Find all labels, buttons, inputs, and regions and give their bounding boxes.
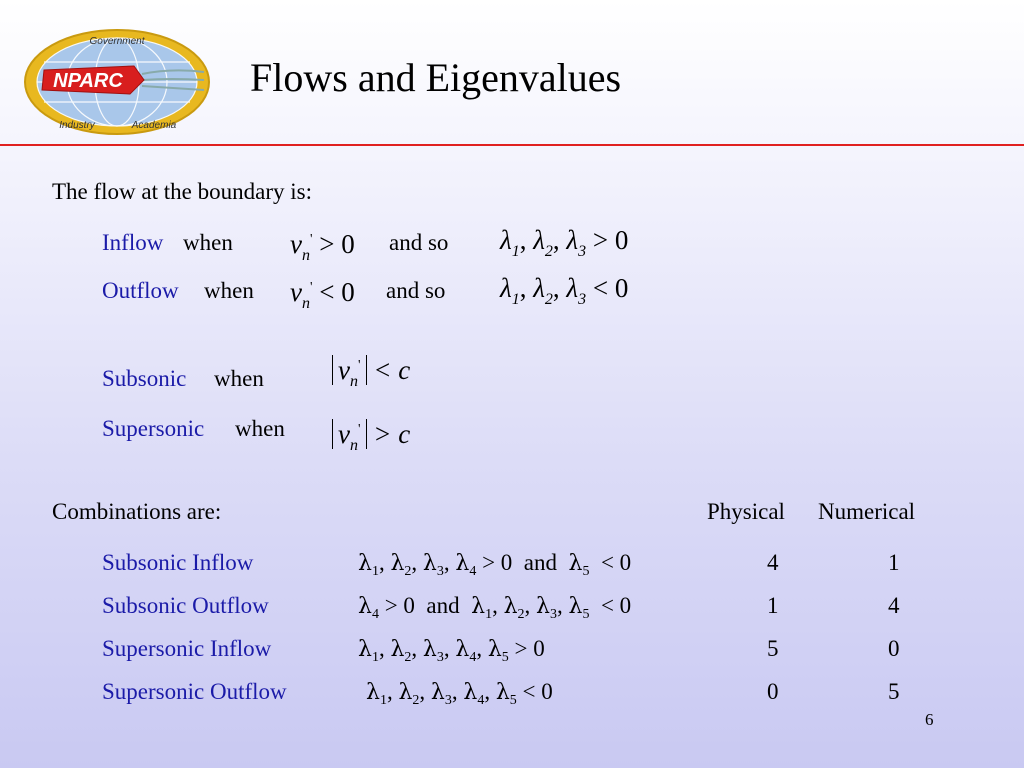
row-physical: 1 (767, 593, 779, 618)
row-name: Supersonic Outflow (102, 679, 287, 704)
inflow-eigenvalue-expr: $\lambda_1$, $\lambda_2$, $\lambda_3 > 0$ (500, 225, 629, 260)
combinations-label: Combinations are: (52, 499, 222, 524)
row-numerical: 5 (888, 679, 900, 704)
row-name: Subsonic Inflow (102, 550, 254, 575)
row-numerical: 0 (888, 636, 900, 661)
inflow-when: when (183, 230, 233, 255)
page-title: Flows and Eigenvalues (250, 55, 622, 100)
inflow-and-so: and so (389, 230, 449, 255)
nparc-logo (22, 28, 212, 136)
title-divider (0, 144, 1024, 146)
logo-name: NPARC (53, 70, 123, 92)
row-condition: $\lambda_4 > 0$ and $\lambda_1$, $\lambda_2$, $\lambda_3$, $\lambda_5 < 0$ (358, 593, 632, 622)
intro-text: The flow at the boundary is: (52, 179, 312, 204)
outflow-velocity-expr: $v_n' < 0$ (290, 277, 355, 312)
subsonic-expr: $v_n' < c$ (332, 350, 410, 398)
col-numerical-header: Numerical (818, 499, 916, 524)
row-condition: $\lambda_1$, $\lambda_2$, $\lambda_3$, $\lambda_4$, $\lambda_5 > 0$ (358, 636, 545, 665)
inflow-term: Inflow (102, 230, 164, 255)
subsonic-when: when (214, 366, 264, 391)
subsonic-term: Subsonic (102, 366, 187, 391)
col-physical-header: Physical (707, 499, 785, 524)
logo-bottom-left-text: Industry (59, 120, 95, 131)
logo-bottom-right-text: Academia (131, 120, 177, 131)
supersonic-expr: $v_n' > c$ (332, 414, 410, 462)
inflow-velocity-expr: $v_n' > 0$ (290, 229, 355, 264)
outflow-term: Outflow (102, 278, 179, 303)
logo-top-text: Government (89, 36, 145, 47)
row-numerical: 4 (888, 593, 900, 618)
row-physical: 0 (767, 679, 779, 704)
outflow-when: when (204, 278, 254, 303)
outflow-eigenvalue-expr: $\lambda_1$, $\lambda_2$, $\lambda_3 < 0$ (500, 273, 629, 308)
row-physical: 4 (767, 550, 779, 575)
row-numerical: 1 (888, 550, 900, 575)
row-name: Supersonic Inflow (102, 636, 272, 661)
row-condition: $\lambda_1$, $\lambda_2$, $\lambda_3$, $\lambda_4$, $\lambda_5 < 0$ (366, 679, 553, 708)
row-physical: 5 (767, 636, 779, 661)
outflow-and-so: and so (386, 278, 446, 303)
row-condition: $\lambda_1$, $\lambda_2$, $\lambda_3$, $\lambda_4 > 0$ and $\lambda_5 < 0$ (358, 550, 632, 579)
row-name: Subsonic Outflow (102, 593, 269, 618)
page-number: 6 (925, 710, 934, 729)
supersonic-term: Supersonic (102, 416, 205, 441)
supersonic-when: when (235, 416, 285, 441)
